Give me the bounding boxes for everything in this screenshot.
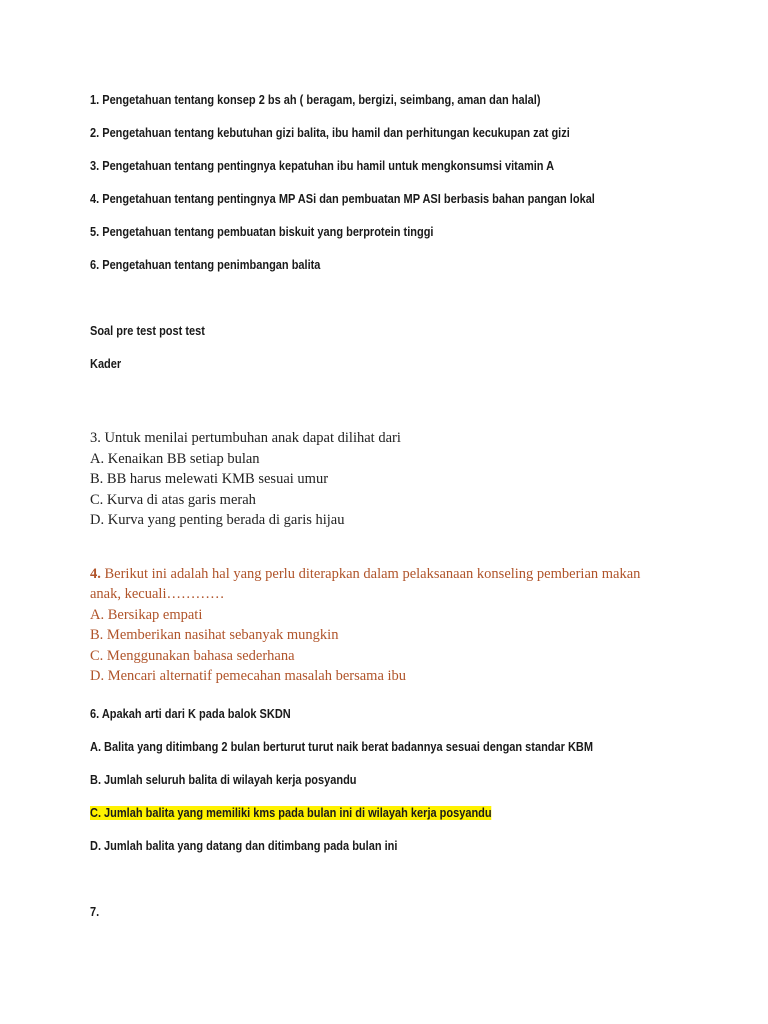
q3-option-d: D. Kurva yang penting berada di garis hijau bbox=[90, 512, 345, 528]
q4-option-d: D. Mencari alternatif pemecahan masalah bersama ibu bbox=[90, 668, 407, 684]
knowledge-item-5: 5. Pengetahuan tentang pembuatan biskuit yang berprotein tinggi bbox=[90, 225, 434, 239]
q4-question-line-2: anak, kecuali………… bbox=[90, 586, 225, 602]
q6-option-d: D. Jumlah balita yang datang dan ditimbang pada bulan ini bbox=[90, 839, 398, 853]
q4-option-b: B. Memberikan nasihat sebanyak mungkin bbox=[90, 627, 339, 643]
section-title: Soal pre test post test bbox=[90, 324, 205, 338]
q6-option-c-highlighted bbox=[90, 806, 492, 820]
q3-option-c: C. Kurva di atas garis merah bbox=[90, 492, 256, 508]
q4-number: 4. bbox=[90, 566, 101, 582]
knowledge-item-6: 6. Pengetahuan tentang penimbangan balita bbox=[90, 258, 321, 272]
knowledge-item-4: 4. Pengetahuan tentang pentingnya MP ASi dan pembuatan MP ASI berbasis bahan pangan lokal bbox=[90, 192, 595, 206]
knowledge-item-3: 3. Pengetahuan tentang pentingnya kepatuhan ibu hamil untuk mengkonsumsi vitamin A bbox=[90, 159, 555, 173]
q4-option-a: A. Bersikap empati bbox=[90, 607, 203, 623]
knowledge-item-1: 1. Pengetahuan tentang konsep 2 bs ah ( beragam, bergizi, seimbang, aman dan halal) bbox=[90, 93, 541, 107]
q6-question: 6. Apakah arti dari K pada balok SKDN bbox=[90, 707, 291, 721]
audience-label: Kader bbox=[90, 357, 122, 371]
q4-question-text: Berikut ini adalah hal yang perlu diterapkan dalam pelaksanaan konseling pemberian makan bbox=[100, 566, 641, 582]
q3-question: 3. Untuk menilai pertumbuhan anak dapat dilihat dari bbox=[90, 430, 401, 446]
q3-option-a: A. Kenaikan BB setiap bulan bbox=[90, 451, 260, 467]
q7-question: 7. bbox=[90, 905, 100, 919]
q6-option-b: B. Jumlah seluruh balita di wilayah kerja posyandu bbox=[90, 773, 357, 787]
q4-question-line-1 bbox=[90, 566, 640, 583]
knowledge-item-2: 2. Pengetahuan tentang kebutuhan gizi balita, ibu hamil dan perhitungan kecukupan zat gizi bbox=[90, 126, 570, 140]
q6-option-c: C. Jumlah balita yang memiliki kms pada bulan ini di wilayah kerja posyandu bbox=[90, 806, 492, 820]
q6-option-a: A. Balita yang ditimbang 2 bulan berturut turut naik berat badannya sesuai dengan standar KBM bbox=[90, 740, 594, 754]
q4-option-c: C. Menggunakan bahasa sederhana bbox=[90, 648, 295, 664]
q3-option-b: B. BB harus melewati KMB sesuai umur bbox=[90, 471, 329, 487]
